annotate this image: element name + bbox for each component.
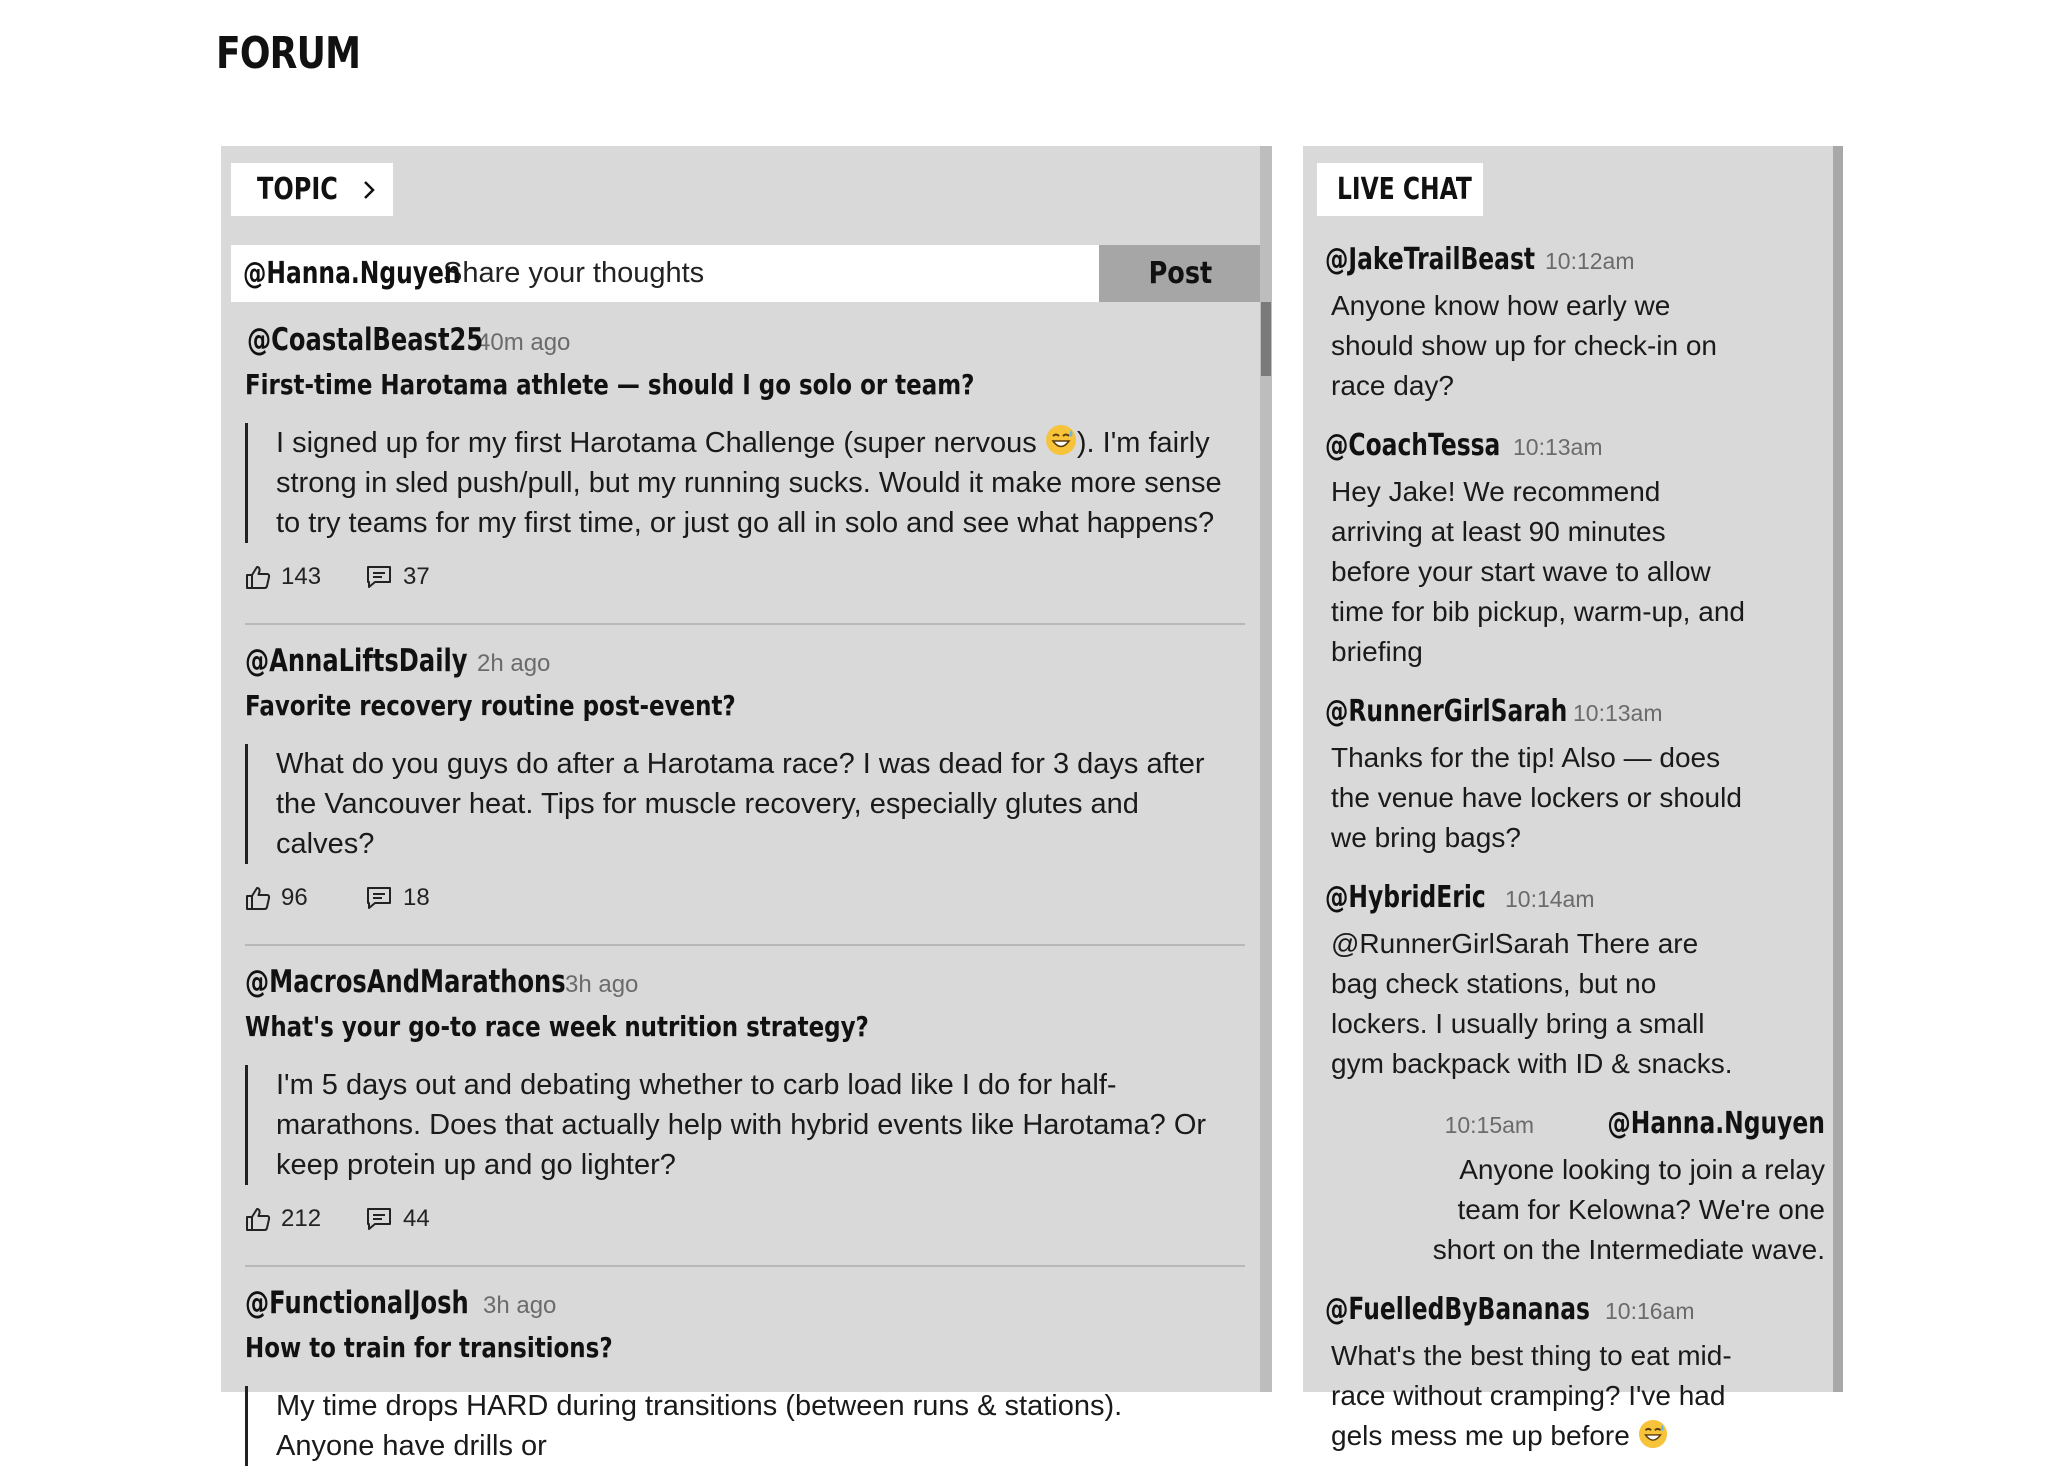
- like-button[interactable]: [245, 1205, 365, 1233]
- thread-item[interactable]: [245, 1265, 1245, 1466]
- topic-selector[interactable]: [231, 163, 393, 216]
- thread-body: I'm 5 days out and debating whether to carb load like I do for half-marathons. Does that actually help with hybrid events like Harotama? Or keep protein up and go lighter?: [245, 1065, 1225, 1185]
- live-chat-header: [1317, 163, 1483, 216]
- chat-author[interactable]: @RunnerGirlSarah: [1325, 694, 1568, 729]
- page-title: FORUM: [216, 28, 361, 79]
- thread-title[interactable]: First-time Harotama athlete — should I go solo or team?: [245, 368, 975, 401]
- chat-message: [1325, 694, 1825, 858]
- chat-message-own: [1325, 1106, 1825, 1270]
- chat-author[interactable]: @HybridEric: [1325, 880, 1486, 915]
- chat-author[interactable]: @FuelledByBananas: [1325, 1292, 1590, 1327]
- chat-time: 10:13am: [1513, 434, 1603, 460]
- chat-time: 10:12am: [1545, 248, 1635, 274]
- thread-item[interactable]: [245, 322, 1245, 623]
- thread-title[interactable]: Favorite recovery routine post-event?: [245, 689, 736, 722]
- chat-author[interactable]: @CoachTessa: [1325, 428, 1501, 463]
- composer-user-handle: @Hanna.Nguyen: [243, 256, 461, 291]
- like-count: 96: [281, 884, 308, 911]
- thread-author[interactable]: @FunctionalJosh: [245, 1285, 469, 1321]
- post-button[interactable]: [1099, 245, 1262, 302]
- post-composer: [231, 245, 1262, 302]
- chat-text: @RunnerGirlSarah There are bag check stations, but no lockers. I usually bring a small gym backpack with ID & snacks.: [1331, 928, 1733, 1079]
- live-chat-panel: [1303, 146, 1843, 1451]
- topic-label: TOPIC: [257, 172, 338, 207]
- thread-body-text: I signed up for my first Harotama Challenge (super nervous: [276, 427, 1045, 459]
- chat-message: [1325, 242, 1825, 406]
- chevron-right-icon: [361, 178, 377, 202]
- chat-scrollbar[interactable]: [1833, 146, 1843, 1392]
- chat-text: Hey Jake! We recommend arriving at least 90 minutes before your start wave to allow time for bib pickup, warm-up, and briefing: [1331, 476, 1745, 667]
- thread-body: [245, 423, 1225, 543]
- post-button-label: Post: [1148, 256, 1213, 291]
- chat-text: Anyone looking to join a relay team for Kelowna? We're one short on the Intermediate wave.: [1432, 1154, 1825, 1265]
- chat-author[interactable]: @Hanna.Nguyen: [1607, 1106, 1825, 1141]
- chat-message: [1325, 1292, 1825, 1456]
- thread-body-text: ). I'm fairly strong in sled push/pull, but my running sucks. Would it make more sense to try teams for my first time, or just go all in solo and see what happens?: [276, 427, 1222, 539]
- forum-scrollbar-thumb[interactable]: [1261, 302, 1271, 376]
- chat-time: 10:16am: [1605, 1298, 1695, 1324]
- chat-message: [1325, 428, 1825, 672]
- thread-item[interactable]: [245, 623, 1245, 944]
- like-count: 143: [281, 563, 322, 590]
- chat-text: [1331, 1336, 1751, 1456]
- chat-author[interactable]: @JakeTrailBeast: [1325, 242, 1536, 277]
- thread-body: What do you guys do after a Harotama race? I was dead for 3 days after the Vancouver heat. Tips for muscle recovery, especially glutes and calves?: [245, 744, 1225, 864]
- forum-panel: [221, 146, 1272, 1462]
- like-button[interactable]: [245, 884, 365, 912]
- like-button[interactable]: [245, 563, 365, 591]
- chat-message-list: [1325, 242, 1825, 1478]
- thread-author[interactable]: @CoastalBeast25: [247, 322, 484, 358]
- live-chat-title: LIVE CHAT: [1337, 172, 1472, 207]
- grinning-sweat-emoji-icon: [1638, 1419, 1668, 1449]
- chat-message: [1325, 880, 1825, 1084]
- thumbs-up-icon: [245, 564, 271, 590]
- comment-button[interactable]: [365, 1205, 430, 1233]
- thumbs-up-icon: [245, 885, 271, 911]
- thread-author[interactable]: @MacrosAndMarathons: [245, 964, 566, 1000]
- comment-button[interactable]: [365, 884, 430, 912]
- chat-text: Anyone know how early we should show up for check-in on race day?: [1331, 290, 1717, 401]
- thread-author[interactable]: @AnnaLiftsDaily: [245, 643, 468, 679]
- thread-list: [245, 322, 1245, 1466]
- thread-time: 3h ago: [565, 971, 639, 998]
- comment-count: 18: [403, 884, 430, 911]
- thread-body: My time drops HARD during transitions (between runs & stations). Anyone have drills or: [245, 1386, 1225, 1466]
- thread-time: 40m ago: [477, 329, 571, 356]
- comment-button[interactable]: [365, 563, 430, 591]
- comment-count: 44: [403, 1205, 430, 1232]
- thread-title[interactable]: How to train for transitions?: [245, 1331, 613, 1364]
- comment-icon: [365, 1206, 393, 1232]
- chat-text: Thanks for the tip! Also — does the venue have lockers or should we bring bags?: [1331, 742, 1742, 853]
- like-count: 212: [281, 1205, 322, 1232]
- comment-icon: [365, 885, 393, 911]
- chat-time: 10:13am: [1573, 700, 1663, 726]
- comment-icon: [365, 564, 393, 590]
- grinning-sweat-emoji-icon: [1045, 424, 1077, 456]
- chat-time: 10:14am: [1505, 886, 1595, 912]
- thumbs-up-icon: [245, 1206, 271, 1232]
- thread-title[interactable]: What's your go-to race week nutrition strategy?: [245, 1010, 869, 1043]
- chat-time: 10:15am: [1444, 1112, 1535, 1138]
- chat-text-content: What's the best thing to eat mid-race without cramping? I've had gels mess me up before: [1331, 1340, 1732, 1451]
- thread-time: 2h ago: [477, 650, 551, 677]
- thread-time: 3h ago: [483, 1292, 557, 1319]
- thread-item[interactable]: [245, 944, 1245, 1265]
- share-thoughts-input[interactable]: [443, 245, 1003, 302]
- comment-count: 37: [403, 563, 430, 590]
